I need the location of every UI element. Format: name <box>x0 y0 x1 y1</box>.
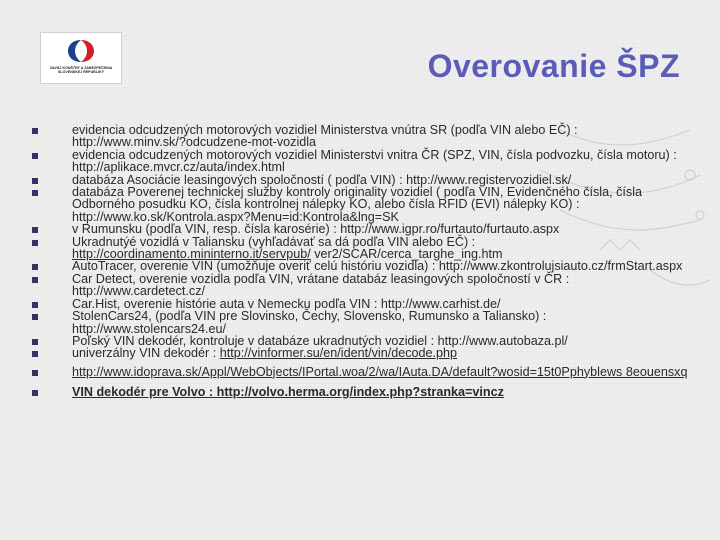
list-item <box>30 386 690 398</box>
bullet-icon <box>32 351 38 357</box>
bullet-icon <box>32 339 38 345</box>
list-item <box>30 310 690 335</box>
bullet-icon <box>32 264 38 270</box>
link-list <box>30 124 690 399</box>
item-text: databáza Asociácie leasingových spoločností ( podľa VIN) : http://www.registervozidiel.sk/ <box>72 172 572 187</box>
item-text: univerzálny VIN dekodér : <box>72 346 220 361</box>
bullet-icon <box>32 190 38 196</box>
list-item <box>30 149 690 174</box>
list-item <box>30 347 690 359</box>
item-text: Ukradnutýé vozidlá v Taliansku (vyhľadávať sa dá podľa VIN alebo EČ) : <box>72 234 476 249</box>
bullet-icon <box>32 314 38 320</box>
list-item <box>30 236 690 261</box>
list-item <box>30 273 690 298</box>
bullet-icon <box>32 370 38 376</box>
italy-link[interactable]: http://coordinamento.mininterno.it/servpub/ <box>72 247 311 262</box>
list-item <box>30 186 690 223</box>
item-text: Car.Hist, overenie histórie auta v Nemecku podľa VIN : http://www.carhist.de/ <box>72 296 501 311</box>
idoprava-link[interactable]: http://www.idoprava.sk/Appl/WebObjects/IPortal.woa/2/wa/IAuta.DA/default?wosid=15t0Pphyblews 8eouensxq <box>72 364 688 379</box>
bullet-icon <box>32 240 38 246</box>
item-text: StolenCars24, (podľa VIN pre Slovinsko, Čechy, Slovensko, Rumunsko a Taliansko) : http://www.stolencars24.eu/ <box>72 309 547 336</box>
list-item <box>30 366 690 378</box>
item-text: AutoTracer, overenie VIN (umožňuje overiť celú históriu vozidla) : http://www.zkontrolujsiauto.cz/frmStart.aspx <box>72 259 683 274</box>
bullet-icon <box>32 178 38 184</box>
item-text: evidencia odcudzených motorových vozidiel Ministerstva vnútra SR (podľa VIN alebo EČ) : http://www.minv.sk/?odcudzene-mot-vozidla <box>72 123 578 150</box>
list-item <box>30 124 690 149</box>
organization-logo <box>40 32 122 84</box>
bullet-icon <box>32 302 38 308</box>
bullet-icon <box>32 153 38 159</box>
list-item <box>30 260 690 272</box>
item-text: databáza Poverenej technickej služby kontroly originality vozidiel ( podľa VIN, Evidenčného čísla, čísla Odborného posudku KO, čísla kontrolnej nálepky KO, alebo čísla RFID (EVI) nálepky KO) : http://www.ko.sk/Kontrola.aspx?Menu=id:Kontrola&lng=SK <box>72 185 642 224</box>
item-text-suffix: ver2/SCAR/cerca_targhe_ing.htm <box>310 247 503 262</box>
volvo-decoder-link[interactable]: VIN dekodér pre Volvo : http://volvo.herma.org/index.php?stranka=vincz <box>72 385 504 400</box>
bullet-icon <box>32 128 38 134</box>
item-text: Poľský VIN dekodér, kontroluje v databáze ukradnutých vozidiel : http://www.autobaza.pl/ <box>72 333 568 348</box>
bullet-icon <box>32 227 38 233</box>
item-text: Car Detect, overenie vozidla podľa VIN, vrátane databáz leasingových spoločností v ČR : http://www.cardetect.cz/ <box>72 271 570 299</box>
bullet-icon <box>32 390 38 396</box>
item-text: evidencia odcudzených motorových vozidiel Ministerstvi vnitra ČR (SPZ, VIN, čísla podvozku, čísla motoru) : http://aplikace.mvcr.cz/auta/index.html <box>72 147 677 175</box>
vin-decoder-link[interactable]: http://vinformer.su/en/ident/vin/decode.php <box>219 346 458 361</box>
emblem-icon <box>65 38 97 64</box>
bullet-icon <box>32 277 38 283</box>
logo-text: ZAVÄZ KONŠTRY A ZABEZPEČENIA SLOVENSKEJ REPUBLIKY <box>49 66 113 75</box>
page-title: Overovanie ŠPZ <box>427 48 680 84</box>
item-text: v Rumunsku (podľa VIN, resp. čísla karosérie) : http://www.igpr.ro/furtauto/furtauto.aspx <box>72 222 560 237</box>
